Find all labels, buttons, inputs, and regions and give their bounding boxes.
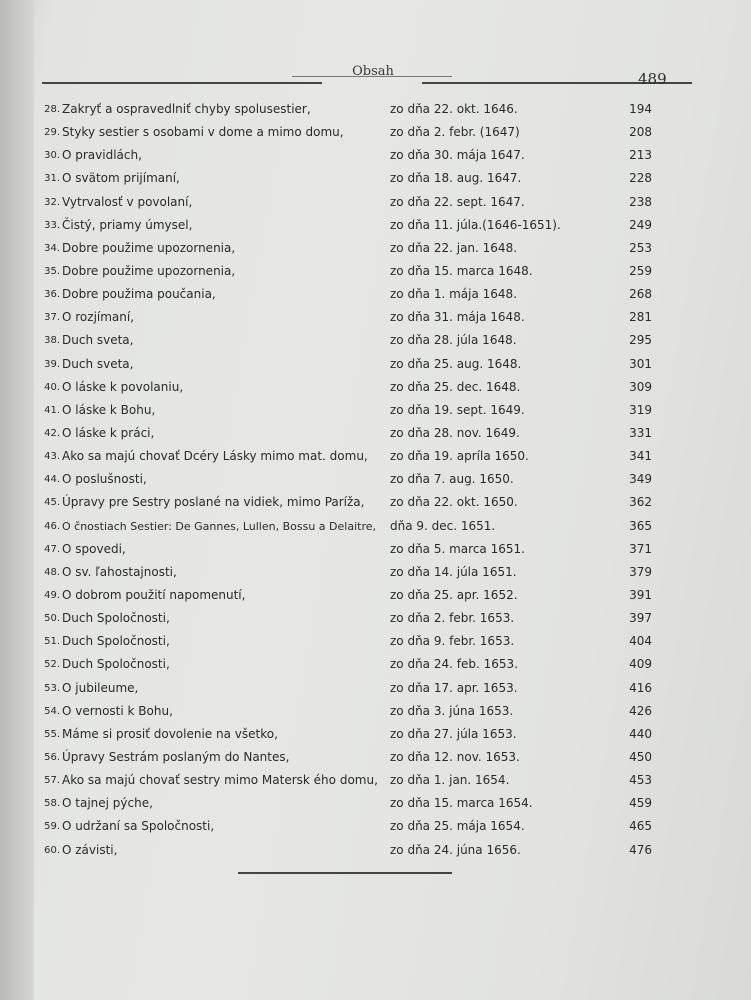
entry-number: 57.: [44, 775, 60, 787]
entry-number: 50.: [44, 613, 60, 625]
entry-number: 58.: [44, 798, 60, 810]
entry-date: zo dňa 25. apr. 1652.: [390, 587, 518, 602]
entry-number: 41.: [44, 404, 60, 416]
toc-entry: [38, 144, 688, 167]
entry-page: 331: [629, 425, 652, 440]
toc-entry: [38, 538, 688, 561]
entry-number: 54.: [44, 705, 60, 717]
entry-page: 362: [629, 495, 652, 510]
entry-page: 379: [629, 564, 652, 579]
entry-title: O láske k Bohu,: [62, 402, 156, 417]
entry-title: Ako sa majú chovať sestry mimo Matersk ého domu,: [62, 773, 378, 788]
toc-entry: [38, 237, 688, 260]
running-title: Obsah: [352, 64, 394, 79]
header-rule-left: [42, 82, 322, 84]
entry-date: zo dňa 31. mája 1648.: [390, 310, 525, 325]
entry-page: 208: [629, 125, 652, 140]
entry-number: 29.: [44, 127, 60, 139]
toc-entry: [38, 815, 688, 838]
entry-date: zo dňa 24. feb. 1653.: [390, 657, 518, 672]
entry-title: Dobre použime upozornenia,: [62, 263, 236, 278]
entry-date: zo dňa 1. jan. 1654.: [390, 773, 510, 788]
entry-date: zo dňa 25. aug. 1648.: [390, 356, 522, 371]
entry-title: Úpravy pre Sestry poslané na vidiek, mimo Paríža,: [62, 495, 365, 510]
entry-number: 36.: [44, 289, 60, 301]
entry-page: 365: [629, 518, 652, 533]
entry-page: 409: [629, 657, 652, 672]
toc-entry: [38, 283, 688, 306]
entry-number: 30.: [44, 150, 60, 162]
entry-page: 476: [629, 842, 652, 857]
entry-number: 37.: [44, 312, 60, 324]
entry-date: zo dňa 25. dec. 1648.: [390, 379, 521, 394]
toc-entry: [38, 191, 688, 214]
end-rule: [238, 872, 452, 874]
entry-number: 59.: [44, 821, 60, 833]
entry-date: zo dňa 28. nov. 1649.: [390, 425, 520, 440]
entry-page: 459: [629, 796, 652, 811]
toc-entry: [38, 723, 688, 746]
entry-number: 38.: [44, 335, 60, 347]
table-of-contents: [38, 98, 688, 862]
entry-date: zo dňa 28. júla 1648.: [390, 333, 517, 348]
entry-date: zo dňa 12. nov. 1653.: [390, 749, 520, 764]
entry-page: 341: [629, 449, 652, 464]
toc-entry: [38, 214, 688, 237]
toc-entry: [38, 376, 688, 399]
toc-entry: [38, 839, 688, 862]
entry-number: 52.: [44, 659, 60, 671]
toc-entry: [38, 561, 688, 584]
toc-entry: [38, 353, 688, 376]
toc-entry: [38, 491, 688, 514]
toc-entry: [38, 167, 688, 190]
entry-title: Dobre použime upozornenia,: [62, 240, 236, 255]
entry-number: 46.: [44, 520, 60, 532]
entry-title: Úpravy Sestrám poslaným do Nantes,: [62, 749, 290, 764]
entry-number: 44.: [44, 474, 60, 486]
toc-entry: [38, 607, 688, 630]
entry-date: zo dňa 22. okt. 1646.: [390, 102, 518, 116]
entry-title: Dobre použima poučania,: [62, 287, 216, 302]
entry-date: zo dňa 3. júna 1653.: [390, 703, 514, 718]
entry-date: zo dňa 19. apríla 1650.: [390, 449, 529, 464]
entry-page: 465: [629, 819, 652, 834]
entry-title: Duch sveta,: [62, 356, 134, 371]
entry-date: zo dňa 30. mája 1647.: [390, 148, 525, 163]
entry-title: O jubileume,: [62, 680, 139, 695]
toc-entry: [38, 746, 688, 769]
toc-entry: [38, 653, 688, 676]
entry-title: O láske k povolaniu,: [62, 379, 184, 394]
entry-title: Duch sveta,: [62, 333, 134, 348]
toc-entry: [38, 399, 688, 422]
entry-title: Duch Spoločnosti,: [62, 634, 170, 649]
entry-date: zo dňa 18. aug. 1647.: [390, 171, 522, 186]
entry-title: Máme si prosiť dovolenie na všetko,: [62, 726, 278, 741]
entry-date: zo dňa 9. febr. 1653.: [390, 634, 515, 649]
entry-number: 47.: [44, 543, 60, 555]
entry-title: O tajnej pýche,: [62, 796, 153, 811]
entry-page: 194: [629, 102, 652, 116]
entry-number: 51.: [44, 636, 60, 648]
toc-entry: [38, 792, 688, 815]
toc-entry: [38, 306, 688, 329]
entry-page: 259: [629, 263, 652, 278]
entry-number: 32.: [44, 196, 60, 208]
entry-page: 268: [629, 287, 652, 302]
toc-entry: [38, 515, 688, 538]
entry-date: zo dňa 15. marca 1654.: [390, 796, 533, 811]
entry-page: 228: [629, 171, 652, 186]
entry-page: 391: [629, 587, 652, 602]
entry-title: O láske k práci,: [62, 425, 155, 440]
entry-date: zo dňa 2. febr. 1653.: [390, 611, 515, 626]
entry-title: Styky sestier s osobami v dome a mimo domu,: [62, 125, 344, 140]
entry-title: O rozjímaní,: [62, 310, 135, 325]
entry-page: 450: [629, 749, 652, 764]
entry-number: 56.: [44, 751, 60, 763]
entry-number: 43.: [44, 451, 60, 463]
entry-page: 426: [629, 703, 652, 718]
entry-title: O čnostiach Sestier: De Gannes, Lullen, Bossu a Delaitre,: [62, 519, 376, 533]
entry-number: 35.: [44, 265, 60, 277]
running-head: [42, 60, 682, 94]
entry-number: 42.: [44, 427, 60, 439]
entry-date: zo dňa 27. júla 1653.: [390, 726, 517, 741]
entry-date: zo dňa 22. jan. 1648.: [390, 240, 518, 255]
entry-number: 45.: [44, 497, 60, 509]
toc-entry: [38, 329, 688, 352]
entry-page: 295: [629, 333, 652, 348]
toc-entry: [38, 700, 688, 723]
entry-title: O vernosti k Bohu,: [62, 703, 173, 718]
entry-title: Ako sa majú chovať Dcéry Lásky mimo mat. domu,: [62, 449, 368, 464]
toc-entry: [38, 468, 688, 491]
entry-date: zo dňa 24. júna 1656.: [390, 842, 521, 857]
entry-date: zo dňa 1. mája 1648.: [390, 287, 518, 302]
toc-entry: [38, 121, 688, 144]
entry-number: 28.: [44, 104, 60, 115]
entry-page: 371: [629, 541, 652, 556]
entry-title: O dobrom použití napomenutí,: [62, 587, 246, 602]
entry-page: 213: [629, 148, 652, 163]
entry-number: 34.: [44, 242, 60, 254]
entry-page: 453: [629, 773, 652, 788]
entry-number: 49.: [44, 589, 60, 601]
entry-number: 40.: [44, 381, 60, 393]
entry-number: 31.: [44, 173, 60, 185]
entry-date: zo dňa 25. mája 1654.: [390, 819, 525, 834]
toc-entry: [38, 422, 688, 445]
entry-page: 397: [629, 611, 652, 626]
entry-page: 309: [629, 379, 652, 394]
entry-page: 249: [629, 217, 652, 232]
entry-title: O sv. ľahostajnosti,: [62, 564, 177, 579]
entry-title: O spovedi,: [62, 541, 126, 556]
entry-date: zo dňa 5. marca 1651.: [390, 541, 525, 556]
toc-entry: [38, 445, 688, 468]
entry-date: zo dňa 22. okt. 1650.: [390, 495, 518, 510]
entry-page: 349: [629, 472, 652, 487]
entry-title: Duch Spoločnosti,: [62, 611, 170, 626]
entry-page: 319: [629, 402, 652, 417]
toc-entry: [38, 630, 688, 653]
entry-number: 33.: [44, 219, 60, 231]
entry-title: Duch Spoločnosti,: [62, 657, 170, 672]
entry-title: O udržaní sa Spoločnosti,: [62, 819, 215, 834]
entry-date: zo dňa 17. apr. 1653.: [390, 680, 518, 695]
entry-date: zo dňa 2. febr. (1647): [390, 125, 520, 140]
entry-title: O svätom prijímaní,: [62, 171, 180, 186]
page-number: 489: [638, 70, 667, 88]
entry-title: O závisti,: [62, 842, 118, 857]
entry-date: dňa 9. dec. 1651.: [390, 518, 496, 533]
entry-date: zo dňa 19. sept. 1649.: [390, 402, 525, 417]
entry-number: 39.: [44, 358, 60, 370]
toc-entry: [38, 98, 688, 121]
entry-title: O pravidlách,: [62, 148, 142, 163]
entry-title: Vytrvalosť v povolaní,: [62, 194, 193, 209]
entry-number: 60.: [44, 844, 60, 856]
entry-title: Zakryť a ospravedlniť chyby spolusestier,: [62, 102, 311, 116]
entry-page: 253: [629, 240, 652, 255]
entry-date: zo dňa 22. sept. 1647.: [390, 194, 525, 209]
entry-title: Čistý, priamy úmysel,: [62, 217, 193, 232]
toc-entry: [38, 260, 688, 283]
entry-date: zo dňa 15. marca 1648.: [390, 263, 533, 278]
entry-page: 301: [629, 356, 652, 371]
entry-number: 55.: [44, 728, 60, 740]
entry-page: 281: [629, 310, 652, 325]
entry-date: zo dňa 11. júla.(1646-1651).: [390, 217, 561, 232]
toc-entry: [38, 677, 688, 700]
entry-page: 404: [629, 634, 652, 649]
toc-entry: [38, 769, 688, 792]
entry-number: 53.: [44, 682, 60, 694]
entry-date: zo dňa 14. júla 1651.: [390, 564, 517, 579]
entry-page: 238: [629, 194, 652, 209]
toc-entry: [38, 584, 688, 607]
entry-title: O poslušnosti,: [62, 472, 147, 487]
entry-date: zo dňa 7. aug. 1650.: [390, 472, 514, 487]
entry-page: 440: [629, 726, 652, 741]
entry-number: 48.: [44, 566, 60, 578]
entry-page: 416: [629, 680, 652, 695]
